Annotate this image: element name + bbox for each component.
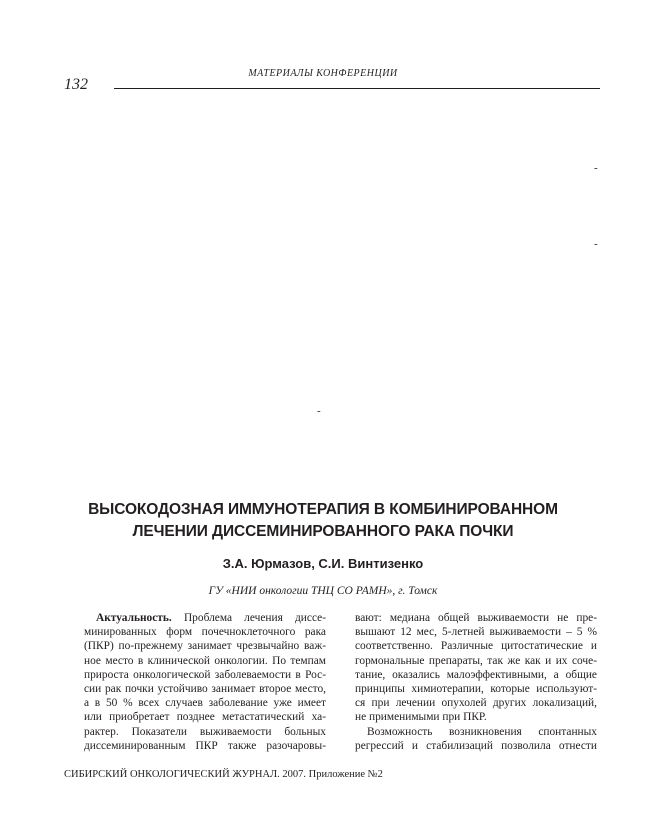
paragraph-line: вают: медиана общей выживаемости не пре-: [355, 612, 597, 624]
paragraph-line: (ПКР) по-прежнему занимает чрезвычайно важ-: [84, 640, 326, 653]
paragraph-line: гормональные препараты, так же как и их соче-: [355, 654, 597, 667]
right-column: [355, 611, 597, 753]
stray-dash-mark: -: [317, 405, 321, 417]
page-number: 132: [64, 76, 88, 93]
paragraph-line: прироста онкологической заболеваемости в Рос-: [84, 668, 326, 681]
journal-footer: СИБИРСКИЙ ОНКОЛОГИЧЕСКИЙ ЖУРНАЛ. 2007. Приложение №2: [64, 769, 383, 780]
paragraph-line: вышают 12 мес, 5-летней выживаемости – 5 %: [355, 626, 597, 639]
authors: З.А. Юрмазов, С.И. Винтизенко: [222, 556, 424, 571]
paragraph-line: или приобретает позднее метастатический ха-: [84, 711, 326, 724]
paragraph-line: диссеминированным ПКР также разочаровы-: [84, 739, 326, 752]
paragraph-line: сии рак почки устойчиво занимает второе место,: [84, 683, 326, 696]
paragraph-line: регрессий и стабилизаций позволила отнести: [355, 739, 597, 752]
title-line: ЛЕЧЕНИИ ДИССЕМИНИРОВАННОГО РАКА ПОЧКИ: [132, 523, 514, 540]
affiliation: ГУ «НИИ онкологии ТНЦ СО РАМН», г. Томск: [208, 585, 438, 597]
paragraph-line: принципы химиотерапии, которые используют-: [355, 683, 597, 696]
paragraph-line: ся при лечении опухолей других локализаций,: [355, 697, 597, 710]
stray-dash-mark: -: [594, 238, 598, 250]
paragraph-line: соответственно. Различные цитостатические и: [355, 640, 597, 653]
running-head: МАТЕРИАЛЫ КОНФЕРЕНЦИИ: [248, 68, 398, 79]
paragraph-line: ное место в клинической онкологии. По темпам: [84, 654, 326, 667]
paragraph-line: [84, 611, 326, 625]
paragraph-line: тание, оказались малоэффективными, а общие: [355, 668, 597, 681]
paragraph-line: Возможность возникновения спонтанных: [367, 725, 597, 738]
paragraph-line: рактер. Показатели выживаемости больных: [84, 725, 326, 738]
title-line: ВЫСОКОДОЗНАЯ ИММУНОТЕРАПИЯ В КОМБИНИРОВАННОМ: [88, 501, 558, 518]
header-rule: [114, 88, 600, 89]
paragraph-line: а в 50 % всех случаев заболевание уже имеет: [84, 697, 326, 710]
left-column: [84, 611, 326, 753]
paragraph-line: не применимыми при ПКР.: [355, 711, 487, 724]
article-title: [40, 499, 606, 543]
section-lead: Актуальность.: [96, 612, 172, 624]
stray-dash-mark: -: [594, 162, 598, 174]
paragraph-line: минированных форм почечноклеточного рака: [84, 626, 326, 639]
line-text: Проблема лечения диссе-: [171, 612, 326, 624]
